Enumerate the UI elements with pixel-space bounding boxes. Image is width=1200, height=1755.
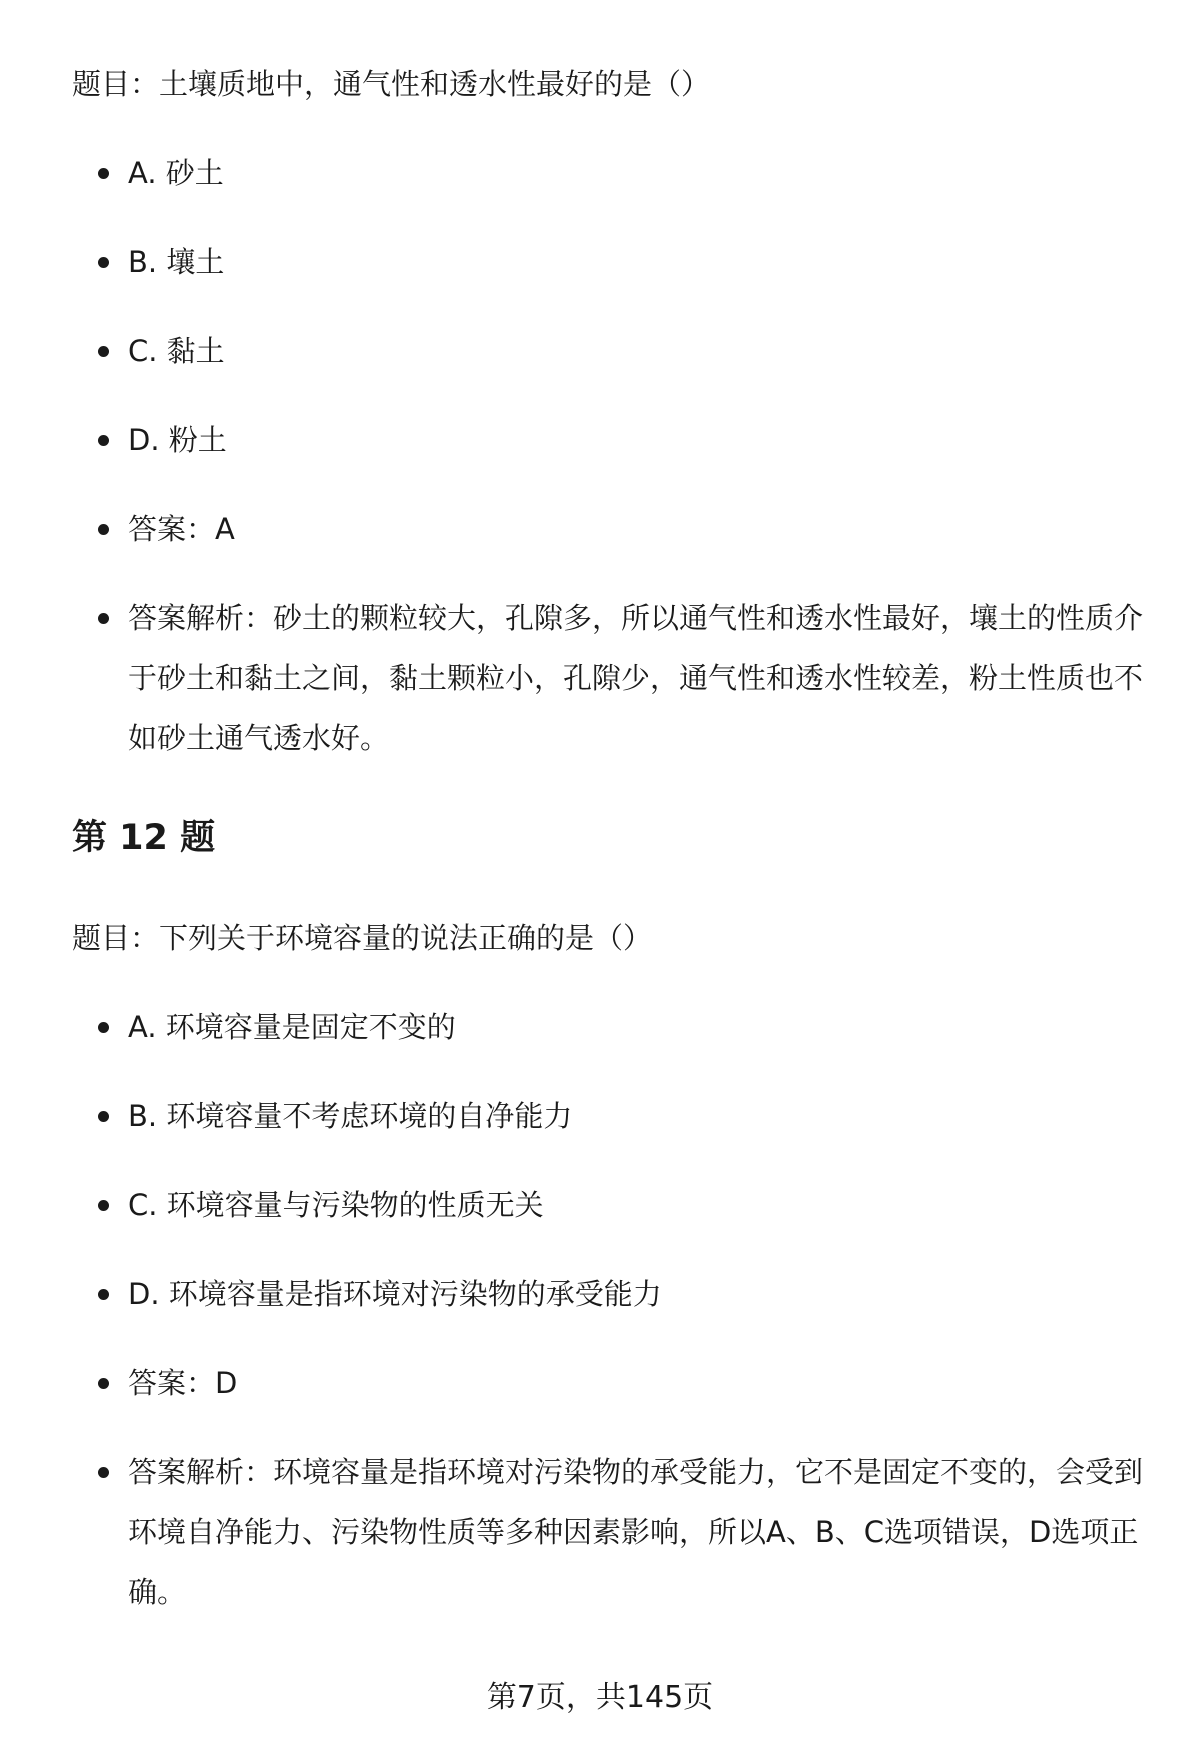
explanation-text: 答案解析：砂土的颗粒较大，孔隙多，所以通气性和透水性最好，壤土的性质介于砂土和黏土之间，黏土颗粒小，孔隙少，通气性和透水性较差，粉土性质也不如砂土通气透水好。: [128, 601, 1144, 755]
option-list: [72, 1007, 1152, 1622]
bullet-icon: [98, 1200, 109, 1211]
option-c: [72, 331, 1152, 371]
question-12: [72, 918, 1152, 1622]
bullet-icon: [98, 435, 109, 446]
option-text: C. 环境容量与污染物的性质无关: [128, 1188, 544, 1222]
answer-text: 答案：D: [128, 1366, 238, 1400]
option-b: [72, 1096, 1152, 1136]
option-text: D. 粉土: [128, 423, 227, 457]
bullet-icon: [98, 168, 109, 179]
option-list: [72, 153, 1152, 768]
explanation: [72, 1442, 1152, 1622]
option-text: A. 砂土: [128, 156, 224, 190]
explanation: [72, 588, 1152, 768]
option-b: [72, 242, 1152, 282]
answer-text: 答案：A: [128, 512, 235, 546]
bullet-icon: [98, 613, 109, 624]
answer: [72, 1363, 1152, 1403]
bullet-icon: [98, 346, 109, 357]
option-text: B. 壤土: [128, 245, 225, 279]
bullet-icon: [98, 257, 109, 268]
question-stem: 题目：下列关于环境容量的说法正确的是（）: [72, 921, 653, 955]
question-11: [72, 64, 1152, 768]
option-text: B. 环境容量不考虑环境的自净能力: [128, 1099, 573, 1133]
bullet-icon: [98, 1022, 109, 1033]
question-heading: 第 12 题: [72, 818, 216, 858]
explanation-text: 答案解析：环境容量是指环境对污染物的承受能力，它不是固定不变的，会受到环境自净能力、污染物性质等多种因素影响，所以A、B、C选项错误，D选项正确。: [128, 1455, 1144, 1609]
bullet-icon: [98, 1378, 109, 1389]
option-a: [72, 1007, 1152, 1047]
bullet-icon: [98, 1467, 109, 1478]
option-text: A. 环境容量是固定不变的: [128, 1010, 456, 1044]
bullet-icon: [98, 524, 109, 535]
option-d: [72, 420, 1152, 460]
option-c: [72, 1185, 1152, 1225]
option-text: D. 环境容量是指环境对污染物的承受能力: [128, 1277, 662, 1311]
question-stem: 题目：土壤质地中，通气性和透水性最好的是（）: [72, 67, 711, 101]
page-footer: 第7页，共145页: [486, 1680, 714, 1715]
option-d: [72, 1274, 1152, 1314]
answer: [72, 509, 1152, 549]
bullet-icon: [98, 1289, 109, 1300]
option-a: [72, 153, 1152, 193]
option-text: C. 黏土: [128, 334, 225, 368]
bullet-icon: [98, 1111, 109, 1122]
